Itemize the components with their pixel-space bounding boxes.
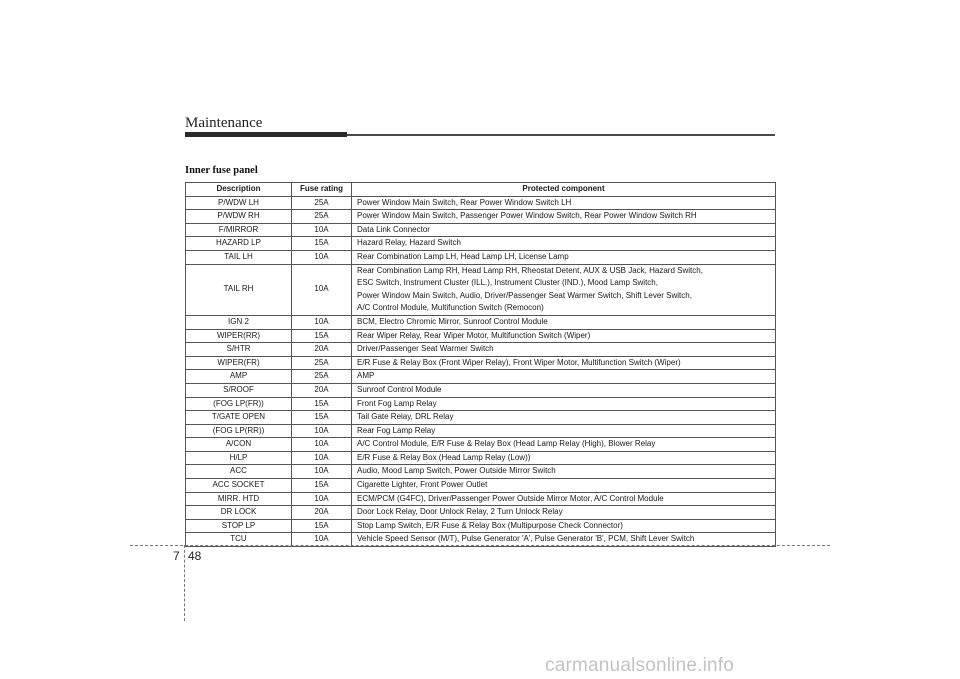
fuse-protected-component	[352, 343, 776, 357]
fuse-description: ACC SOCKET	[186, 479, 292, 493]
table-row	[186, 397, 776, 411]
fuse-description: STOP LP	[186, 519, 292, 533]
fuse-description: HAZARD LP	[186, 237, 292, 251]
fuse-protected-component	[352, 411, 776, 425]
fuse-protected-component	[352, 196, 776, 210]
component-line: Rear Wiper Relay, Rear Wiper Motor, Multifunction Switch (Wiper)	[357, 330, 591, 340]
footer-divider	[184, 545, 185, 621]
table-row	[186, 329, 776, 343]
table-row	[186, 196, 776, 210]
footer-rule	[130, 545, 830, 546]
fuse-protected-component	[352, 329, 776, 343]
table-row	[186, 451, 776, 465]
component-line: Rear Combination Lamp RH, Head Lamp RH, Rheostat Detent, AUX & USB Jack, Hazard Switch,	[357, 265, 703, 275]
component-line: Hazard Relay, Hazard Switch	[357, 238, 461, 248]
fuse-description: (FOG LP(FR))	[186, 397, 292, 411]
fuse-description: T/GATE OPEN	[186, 411, 292, 425]
table-row	[186, 237, 776, 251]
fuse-rating: 15A	[292, 479, 352, 493]
fuse-rating: 10A	[292, 465, 352, 479]
page-number: 48	[188, 549, 202, 563]
component-line: ECM/PCM (G4FC), Driver/Passenger Power Outside Mirror Motor, A/C Control Module	[357, 493, 664, 503]
fuse-rating: 10A	[292, 492, 352, 506]
fuse-description: WIPER(RR)	[186, 329, 292, 343]
component-line: Audio, Mood Lamp Switch, Power Outside Mirror Switch	[357, 466, 556, 476]
fuse-protected-component	[352, 424, 776, 438]
component-line: Sunroof Control Module	[357, 384, 442, 394]
table-row	[186, 264, 776, 315]
fuse-protected-component	[352, 250, 776, 264]
fuse-protected-component	[352, 356, 776, 370]
table-row	[186, 492, 776, 506]
fuse-rating: 20A	[292, 383, 352, 397]
table-row	[186, 250, 776, 264]
fuse-protected-component	[352, 479, 776, 493]
fuse-table-body	[186, 196, 776, 546]
fuse-rating: 15A	[292, 519, 352, 533]
table-row	[186, 356, 776, 370]
component-line: Tail Gate Relay, DRL Relay	[357, 412, 454, 422]
component-line: BCM, Electro Chromic Mirror, Sunroof Control Module	[357, 316, 548, 326]
fuse-rating: 25A	[292, 356, 352, 370]
fuse-description: (FOG LP(RR))	[186, 424, 292, 438]
fuse-description: P/WDW RH	[186, 210, 292, 224]
component-line: E/R Fuse & Relay Box (Head Lamp Relay (Low))	[357, 452, 531, 462]
fuse-description: S/HTR	[186, 343, 292, 357]
table-row	[186, 411, 776, 425]
fuse-rating: 10A	[292, 438, 352, 452]
fuse-description: IGN 2	[186, 315, 292, 329]
component-line: Stop Lamp Switch, E/R Fuse & Relay Box (Multipurpose Check Connector)	[357, 520, 623, 530]
table-row	[186, 506, 776, 520]
fuse-protected-component	[352, 223, 776, 237]
table-row	[186, 438, 776, 452]
column-header-description: Description	[186, 183, 292, 197]
fuse-rating: 20A	[292, 343, 352, 357]
fuse-protected-component	[352, 451, 776, 465]
fuse-protected-component	[352, 492, 776, 506]
component-line: Power Window Main Switch, Passenger Power Window Switch, Rear Power Window Switch RH	[357, 211, 697, 221]
fuse-description: WIPER(FR)	[186, 356, 292, 370]
section-title: Inner fuse panel	[185, 165, 258, 176]
fuse-description: AMP	[186, 370, 292, 384]
fuse-protected-component	[352, 465, 776, 479]
fuse-description: S/ROOF	[186, 383, 292, 397]
fuse-protected-component	[352, 397, 776, 411]
fuse-description: TAIL LH	[186, 250, 292, 264]
fuse-protected-component	[352, 315, 776, 329]
fuse-rating: 25A	[292, 196, 352, 210]
header-title: Maintenance	[185, 115, 263, 131]
fuse-description: A/CON	[186, 438, 292, 452]
fuse-protected-component	[352, 237, 776, 251]
component-line: AMP	[357, 371, 375, 381]
table-row	[186, 479, 776, 493]
fuse-protected-component	[352, 506, 776, 520]
fuse-description: TCU	[186, 533, 292, 547]
fuse-rating: 15A	[292, 411, 352, 425]
component-line: Front Fog Lamp Relay	[357, 398, 437, 408]
component-line: Driver/Passenger Seat Warmer Switch	[357, 344, 494, 354]
fuse-table-header	[186, 183, 776, 197]
fuse-protected-component	[352, 438, 776, 452]
fuse-protected-component	[352, 264, 776, 315]
fuse-rating: 10A	[292, 533, 352, 547]
component-line: Rear Combination Lamp LH, Head Lamp LH, License Lamp	[357, 251, 569, 261]
fuse-description: F/MIRROR	[186, 223, 292, 237]
table-row	[186, 519, 776, 533]
fuse-rating: 20A	[292, 506, 352, 520]
fuse-rating: 10A	[292, 424, 352, 438]
fuse-description: ACC	[186, 465, 292, 479]
fuse-protected-component	[352, 519, 776, 533]
component-line: Power Window Main Switch, Rear Power Window Switch LH	[357, 197, 572, 207]
table-header-row	[186, 183, 776, 197]
fuse-rating: 10A	[292, 223, 352, 237]
fuse-rating: 25A	[292, 370, 352, 384]
fuse-protected-component	[352, 383, 776, 397]
fuse-table	[185, 182, 776, 547]
table-row	[186, 223, 776, 237]
table-row	[186, 315, 776, 329]
header-rule-thin	[347, 134, 775, 136]
component-line: Rear Fog Lamp Relay	[357, 425, 436, 435]
header-rule-thick	[185, 132, 347, 137]
table-row	[186, 210, 776, 224]
table-row	[186, 370, 776, 384]
fuse-rating: 10A	[292, 315, 352, 329]
fuse-rating: 10A	[292, 451, 352, 465]
component-line: Cigarette Lighter, Front Power Outlet	[357, 480, 488, 490]
fuse-description: TAIL RH	[186, 264, 292, 315]
fuse-description: DR LOCK	[186, 506, 292, 520]
watermark: carmanualsonline.info	[545, 655, 735, 676]
fuse-protected-component	[352, 370, 776, 384]
component-line: Data Link Connector	[357, 224, 430, 234]
table-row	[186, 424, 776, 438]
table-row	[186, 383, 776, 397]
fuse-rating: 15A	[292, 397, 352, 411]
table-row	[186, 343, 776, 357]
fuse-protected-component	[352, 210, 776, 224]
column-header-protected-component: Protected component	[352, 183, 776, 197]
component-line: ESC Switch, Instrument Cluster (ILL.), Instrument Cluster (IND.), Mood Lamp Switch,	[357, 278, 658, 288]
fuse-rating: 15A	[292, 237, 352, 251]
fuse-rating: 10A	[292, 250, 352, 264]
component-line: E/R Fuse & Relay Box (Front Wiper Relay), Front Wiper Motor, Multifunction Switch (Wiper)	[357, 357, 681, 367]
fuse-description: H/LP	[186, 451, 292, 465]
column-header-fuse-rating: Fuse rating	[292, 183, 352, 197]
table-row	[186, 465, 776, 479]
fuse-description: P/WDW LH	[186, 196, 292, 210]
component-line: A/C Control Module, Multifunction Switch (Remocon)	[357, 303, 544, 313]
component-line: A/C Control Module, E/R Fuse & Relay Box (Head Lamp Relay (High), Blower Relay	[357, 439, 656, 449]
fuse-description: MIRR. HTD	[186, 492, 292, 506]
fuse-rating: 10A	[292, 264, 352, 315]
component-line: Door Lock Relay, Door Unlock Relay, 2 Turn Unlock Relay	[357, 507, 563, 517]
component-line: Power Window Main Switch, Audio, Driver/Passenger Seat Warmer Switch, Shift Lever Switch,	[357, 290, 692, 300]
fuse-rating: 25A	[292, 210, 352, 224]
fuse-rating: 15A	[292, 329, 352, 343]
component-line: Vehicle Speed Sensor (M/T), Pulse Generator 'A', Pulse Generator 'B', PCM, Shift Lever Switch	[357, 534, 695, 544]
chapter-number: 7	[173, 549, 180, 563]
